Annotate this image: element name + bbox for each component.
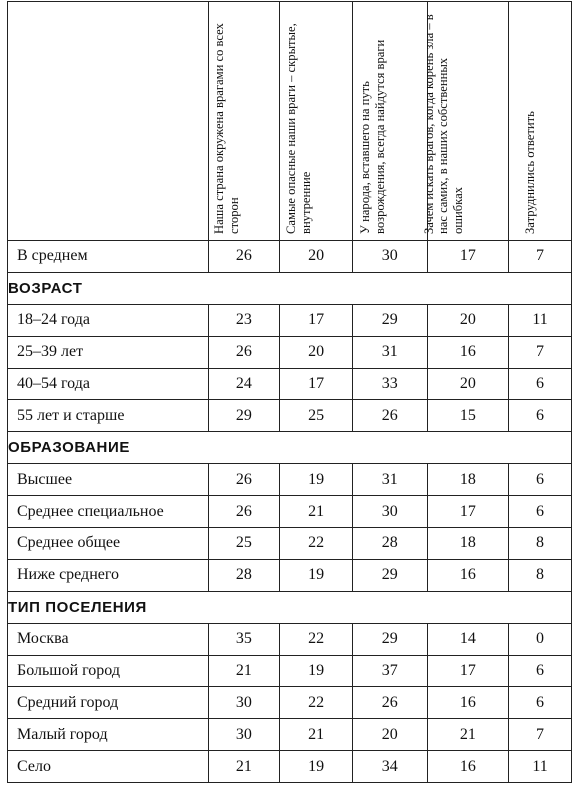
table-cell: 6 [509,464,572,496]
table-row [8,655,572,687]
table-cell: 17 [427,655,508,687]
table-cell: 28 [208,559,280,591]
section-title: ТИП ПОСЕЛЕНИЯ [8,591,572,623]
table-row [8,464,572,496]
table-cell: 19 [280,464,353,496]
column-header-text: Затруднились ответить [522,111,537,234]
table-cell: 31 [352,336,427,368]
table-cell: 17 [427,496,508,528]
row-label: 40–54 года [8,368,209,400]
section-header-row [8,591,572,623]
table-cell: 19 [280,559,353,591]
table-row [8,496,572,528]
table-cell: 15 [427,400,508,432]
table-row [8,559,572,591]
table-cell: 17 [280,304,353,336]
table-row [8,528,572,560]
table-cell: 7 [509,719,572,751]
table-cell: 20 [280,241,353,273]
table-cell: 8 [509,559,572,591]
table-cell: 16 [427,687,508,719]
table-cell: 0 [509,623,572,655]
column-header-text: Зачем искать врагов, когда корень зла – в нас самих, в наших собственных ошибках [421,14,465,234]
table-cell: 26 [208,241,280,273]
column-header-2 [280,2,353,241]
table-cell: 34 [352,751,427,783]
table-cell: 6 [509,496,572,528]
column-header-3 [352,2,427,241]
table-row [8,368,572,400]
column-header-5 [509,2,572,241]
table-cell: 18 [427,528,508,560]
table-cell: 21 [280,496,353,528]
table-cell: 30 [208,719,280,751]
table-cell: 22 [280,528,353,560]
column-header-text: У народа, вставшего на путь возрождения, всегда найдутся враги [357,39,387,234]
row-label: Село [8,751,209,783]
row-label: Москва [8,623,209,655]
table-cell: 11 [509,751,572,783]
table-cell: 20 [427,368,508,400]
section-title: ВОЗРАСТ [8,272,572,304]
table-cell: 29 [208,400,280,432]
table-row [8,304,572,336]
row-label: Среднее специальное [8,496,209,528]
table-cell: 17 [427,241,508,273]
table-cell: 6 [509,687,572,719]
column-header-4 [421,2,508,241]
table-cell: 30 [352,241,427,273]
table-cell: 11 [509,304,572,336]
table-cell: 37 [352,655,427,687]
table-cell: 29 [352,559,427,591]
table-cell: 20 [280,336,353,368]
table-cell: 26 [208,336,280,368]
table-cell: 6 [509,368,572,400]
row-label: Среднее общее [8,528,209,560]
header-row [8,2,572,241]
table-cell: 19 [280,655,353,687]
row-label: Ниже среднего [8,559,209,591]
table-cell: 26 [208,464,280,496]
table-row [8,751,572,783]
table-cell: 26 [352,400,427,432]
section-header-row [8,432,572,464]
row-label: Малый город [8,719,209,751]
table-cell: 16 [427,751,508,783]
table-cell: 31 [352,464,427,496]
table-cell: 24 [208,368,280,400]
column-header-text: Самые опасные наши враги – скрытые, внутренние [284,23,313,234]
table-cell: 14 [427,623,508,655]
table-cell: 21 [208,655,280,687]
table-cell: 19 [280,751,353,783]
table-cell: 28 [352,528,427,560]
table-cell: 21 [427,719,508,751]
table-cell: 26 [352,687,427,719]
table-cell: 26 [208,496,280,528]
table-cell: 25 [208,528,280,560]
table-cell: 20 [427,304,508,336]
header-corner-cell [8,2,209,241]
survey-table [7,1,572,783]
table-cell: 18 [427,464,508,496]
column-header-text: Наша страна окружена врагами со всех сторон [211,23,241,234]
table-row [8,336,572,368]
table-cell: 22 [280,623,353,655]
section-header-row [8,272,572,304]
row-label: Средний город [8,687,209,719]
row-label: Высшее [8,464,209,496]
table-cell: 23 [208,304,280,336]
table-cell: 33 [352,368,427,400]
table-cell: 25 [280,400,353,432]
table-cell: 21 [280,719,353,751]
table-row [8,400,572,432]
table-cell: 16 [427,559,508,591]
table-cell: 7 [509,336,572,368]
table-cell: 8 [509,528,572,560]
table-row [8,719,572,751]
table-cell: 20 [352,719,427,751]
row-label: 18–24 года [8,304,209,336]
table-cell: 30 [352,496,427,528]
table-cell: 21 [208,751,280,783]
table-cell: 22 [280,687,353,719]
table-row [8,623,572,655]
table-cell: 29 [352,304,427,336]
column-header-1 [208,2,280,241]
row-label: Большой город [8,655,209,687]
table-cell: 17 [280,368,353,400]
table-row [8,687,572,719]
table-cell: 35 [208,623,280,655]
table-cell: 29 [352,623,427,655]
row-label: 25–39 лет [8,336,209,368]
row-label: 55 лет и старше [8,400,209,432]
table-cell: 16 [427,336,508,368]
table-cell: 7 [509,241,572,273]
section-title: ОБРАЗОВАНИЕ [8,432,572,464]
table-cell: 30 [208,687,280,719]
row-label: В среднем [8,241,209,273]
table-cell: 6 [509,400,572,432]
table-cell: 6 [509,655,572,687]
average-row [8,241,572,273]
